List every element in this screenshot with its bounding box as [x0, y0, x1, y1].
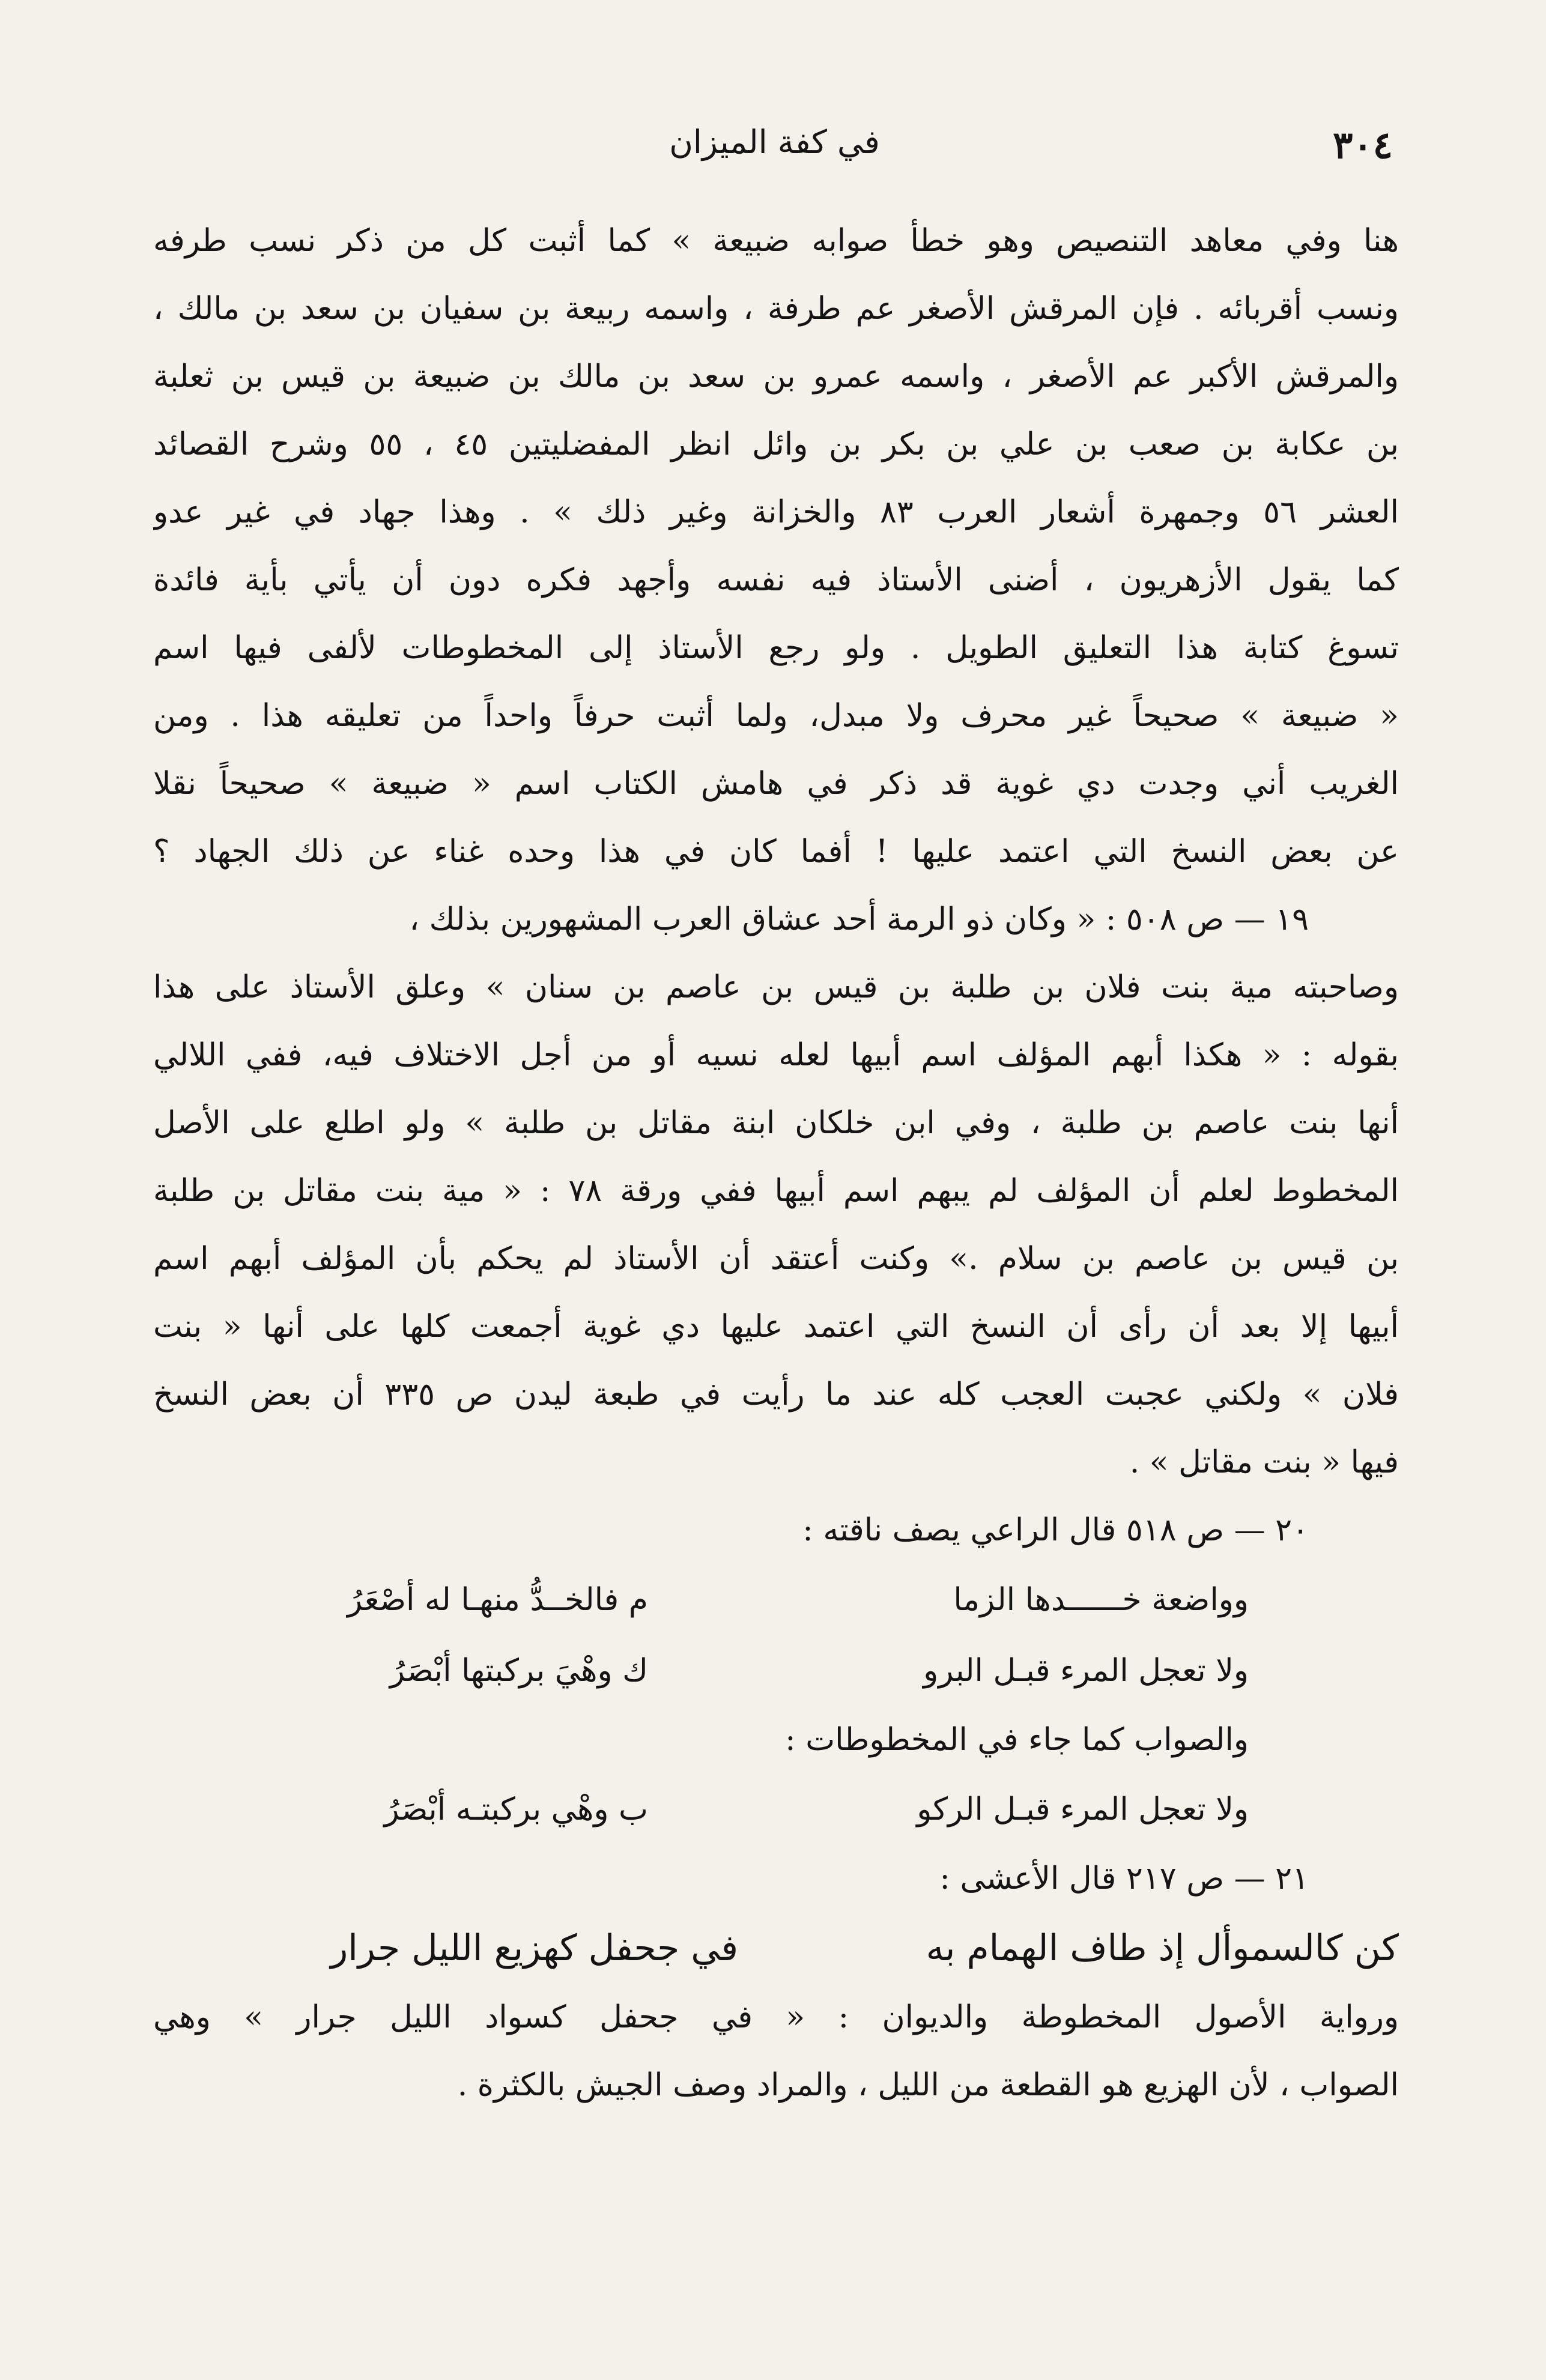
verse-first-hemistich: كن كالسموأل إذ طاف الهمام به [926, 1927, 1399, 1969]
text-line: الصواب ، لأن الهزيع هو القطعة من الليل ، والمراد وصف الجيش بالكثرة . [457, 2067, 1399, 2103]
verse-second-hemistich: ك وهْيَ بركبتها أبْصَرُ [389, 1653, 648, 1689]
note-heading-21: ٢١ — ص ٢١٧ قال الأعشى : [939, 1861, 1309, 1897]
text-line: العشر ٥٦ وجمهرة أشعار العرب ٨٣ والخزانة وغير ذلك » . وهذا جهاد في غير عدو [153, 494, 1399, 530]
verse-line [153, 1564, 1399, 1635]
note-heading-20: ٢٠ — ص ٥١٨ قال الراعي يصف ناقته : [802, 1512, 1309, 1548]
text-line: المخطوط لعلم أن المؤلف لم يبهم اسم أبيها ففي ورقة ٧٨ : « مية بنت مقاتل بن طلبة [153, 1173, 1399, 1209]
text-line: ورواية الأصول المخطوطة والديوان : « في جحفل كسواد الليل جرار » وهي [153, 1999, 1399, 2035]
verse-line [153, 1913, 1399, 1984]
text-line: أنها بنت عاصم بن طلبة ، وفي ابن خلكان ابنة مقاتل بن طلبة » ولو اطلع على الأصل [153, 1105, 1399, 1141]
verse-second-hemistich: في جحفل كهزيع الليل جرار [330, 1927, 738, 1969]
verse-first-hemistich: ولا تعجل المرء قبـل الركو [917, 1791, 1249, 1827]
text-line: عن بعض النسخ التي اعتمد عليها ! أفما كان في هذا وحده غناء عن ذلك الجهاد ؟ [153, 834, 1399, 870]
page-number: ٣٠٤ [1333, 123, 1393, 167]
verse-first-hemistich: وواضعة خــــــدها الزما [953, 1582, 1249, 1618]
text-line: فيها « بنت مقاتل » . [1129, 1444, 1399, 1480]
verse-second-hemistich: ب وهْي بركبتـه أبْصَرُ [384, 1791, 648, 1827]
text-line: فلان » ولكني عجبت العجب كله عند ما رأيت في طبعة ليدن ص ٣٣٥ أن بعض النسخ [153, 1376, 1399, 1413]
page-body [153, 207, 1399, 2119]
running-title: في كفة الميزان [669, 123, 880, 161]
text-line: الغريب أني وجدت دي غوية قد ذكر في هامش الكتاب اسم « ضبيعة » صحيحاً نقلا [153, 766, 1399, 802]
text-line: بن قيس بن عاصم بن سلام .» وكنت أعتقد أن الأستاذ لم يحكم بأن المؤلف أبهم اسم [153, 1241, 1399, 1277]
verse-line [153, 1774, 1399, 1845]
correction-intro: والصواب كما جاء في المخطوطات : [785, 1722, 1249, 1758]
text-line: « ضبيعة » صحيحاً غير محرف ولا مبدل، ولما أثبت حرفاً واحداً من تعليقه هذا . ومن [153, 698, 1399, 734]
text-line: هنا وفي معاهد التنصيص وهو خطأ صوابه ضبيعة » كما أثبت كل من ذكر نسب طرفه [153, 223, 1399, 259]
note-heading-19: ١٩ — ص ٥٠٨ : « وكان ذو الرمة أحد عشاق العرب المشهورين بذلك ، [409, 901, 1309, 937]
verse-first-hemistich: ولا تعجل المرء قبـل البرو [923, 1653, 1249, 1689]
text-line: بن عكابة بن صعب بن علي بن بكر بن وائل انظر المفضليتين ٤٥ ، ٥٥ وشرح القصائد [153, 426, 1399, 462]
text-line: تسوغ كتابة هذا التعليق الطويل . ولو رجع الأستاذ إلى المخطوطات لألفى فيها اسم [153, 630, 1399, 666]
page-header [156, 123, 1393, 171]
text-line: كما يقول الأزهريون ، أضنى الأستاذ فيه نفسه وأجهد فكره دون أن يأتي بأية فائدة [153, 562, 1399, 598]
text-line: بقوله : « هكذا أبهم المؤلف اسم أبيها لعله نسيه أو من أجل الاختلاف فيه، ففي اللالي [153, 1037, 1399, 1073]
verse-second-hemistich: م فالخــدُّ منهـا له أصْعَرُ [347, 1582, 648, 1618]
verse-line [153, 1635, 1399, 1706]
text-line: وصاحبته مية بنت فلان بن طلبة بن قيس بن عاصم بن سنان » وعلق الأستاذ على هذا [153, 969, 1399, 1005]
text-line: ونسب أقربائه . فإن المرقش الأصغر عم طرفة ، واسمه ربيعة بن سفيان بن سعد بن مالك ، [153, 291, 1399, 327]
text-line: أبيها إلا بعد أن رأى أن النسخ التي اعتمد عليها دي غوية أجمعت كلها على أنها « بنت [153, 1309, 1399, 1345]
text-line: والمرقش الأكبر عم الأصغر ، واسمه عمرو بن سعد بن مالك بن ضبيعة بن قيس بن ثعلبة [153, 359, 1399, 395]
